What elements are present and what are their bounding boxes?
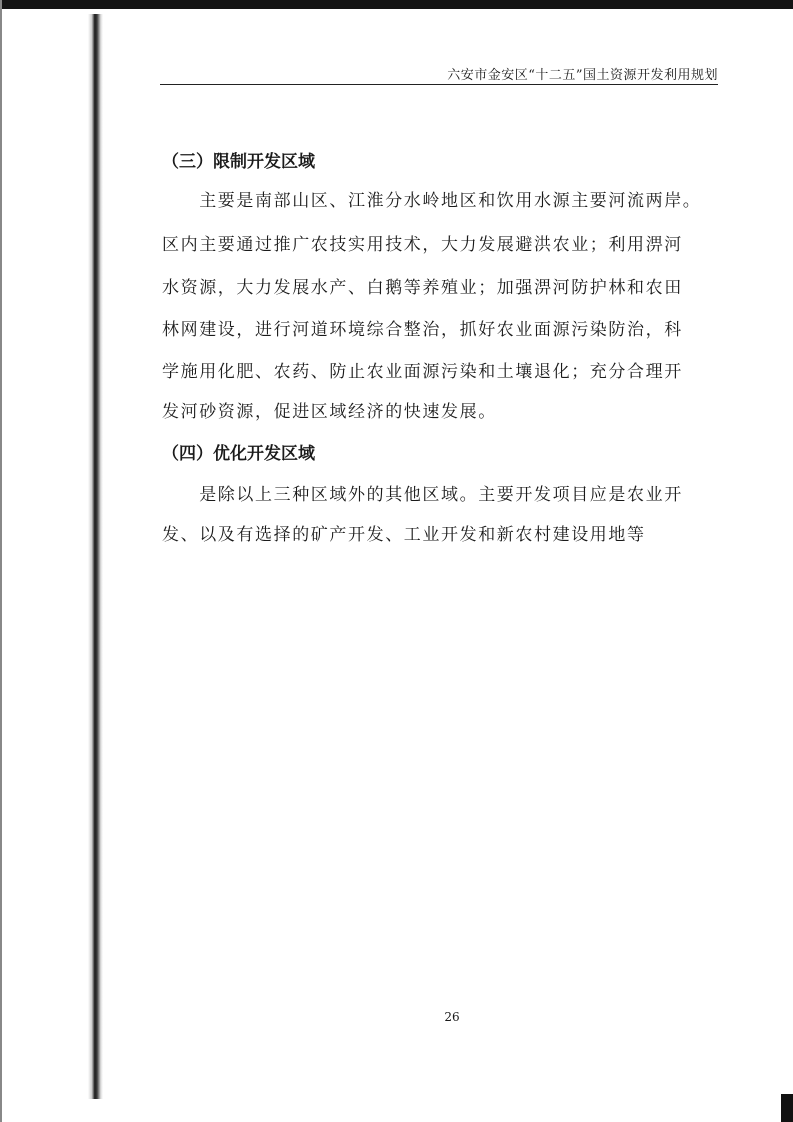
- paragraph-line: 水资源，大力发展水产、白鹅等养殖业；加强淠河防护林和农田: [162, 278, 683, 298]
- paragraph-line: 主要是南部山区、江淮分水岭地区和饮用水源主要河流两岸。: [162, 191, 702, 211]
- paragraph-line: 是除以上三种区域外的其他区域。主要开发项目应是农业开: [162, 485, 683, 505]
- paragraph-line: 发河砂资源，促进区域经济的快速发展。: [162, 402, 497, 422]
- page-number: 26: [444, 1010, 460, 1024]
- paragraph-line: 发、以及有选择的矿产开发、工业开发和新农村建设用地等: [162, 525, 646, 545]
- scan-left-edge: [0, 0, 2, 1122]
- section-heading-3: （三）限制开发区域: [162, 152, 315, 172]
- paragraph-line: 学施用化肥、农药、防止农业面源污染和土壤退化；充分合理开: [162, 362, 683, 382]
- paragraph-line: 林网建设，进行河道环境综合整治，抓好农业面源污染防治，科: [162, 320, 683, 340]
- running-header: 六安市金安区“十二五”国土资源开发利用规划: [447, 68, 718, 83]
- header-rule: [160, 84, 718, 85]
- binding-shadow: [88, 14, 103, 1099]
- section-heading-4: （四）优化开发区域: [162, 444, 315, 464]
- scan-top-border: [0, 0, 793, 9]
- scan-corner-mark: [781, 1094, 793, 1122]
- paragraph-line: 区内主要通过推广农技实用技术，大力发展避洪农业；利用淠河: [162, 235, 683, 255]
